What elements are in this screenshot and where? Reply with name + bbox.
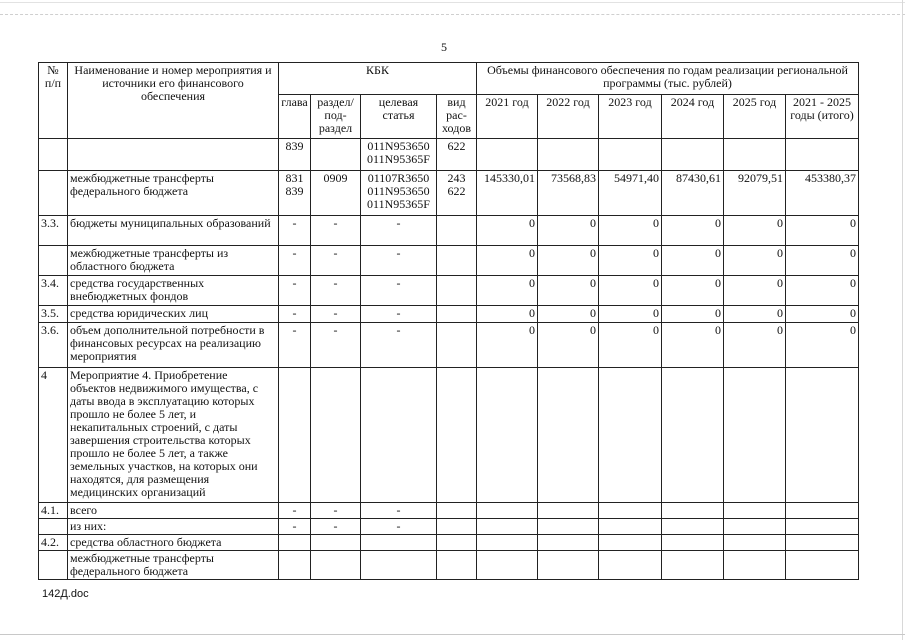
header-year-2024: 2024 год [662,95,724,139]
row-value [477,139,538,171]
header-target: целевая статья [361,95,437,139]
row-value [662,519,724,535]
scan-edge-line [0,2,905,3]
row-vid: 243 622 [437,171,477,216]
header-razdel: раздел/ под- раздел [311,95,361,139]
row-value [599,503,662,519]
row-name: Мероприятие 4. Приобретение объектов недвижимого имущества, с даты ввода в эксплуатацию которых прошло не более 5 лет, и некапитальных строений, с даты завершения строительства которых прошло не более 5 лет, а также земельных участков, на которых они находятся, для размещения медицинских организаций [68,368,279,503]
row-value: 92079,51 [724,171,786,216]
row-value: 0 [786,276,859,306]
row-value [662,139,724,171]
row-name: бюджеты муниципальных образований [68,216,279,246]
table-row [39,535,859,551]
row-value [662,368,724,503]
row-value [538,519,599,535]
row-num [39,139,68,171]
row-value [724,551,786,580]
row-vid [437,306,477,323]
row-num: 4.2. [39,535,68,551]
row-name: межбюджетные трансферты из областного бюджета [68,246,279,276]
row-value [786,535,859,551]
row-value: 0 [724,216,786,246]
row-value: 0 [599,246,662,276]
row-value: 54971,40 [599,171,662,216]
scan-right-edge [902,0,903,640]
row-vid [437,216,477,246]
row-vid: 622 [437,139,477,171]
row-target [361,551,437,580]
row-glava: - [279,306,311,323]
row-glava: - [279,246,311,276]
row-value [662,551,724,580]
row-target: - [361,216,437,246]
row-name: межбюджетные трансферты федерального бюджета [68,171,279,216]
row-razdel: - [311,246,361,276]
row-razdel: - [311,323,361,368]
row-name: средства областного бюджета [68,535,279,551]
row-vid [437,535,477,551]
table-row [39,171,859,216]
row-razdel [311,535,361,551]
header-year-2025: 2025 год [724,95,786,139]
table-row [39,368,859,503]
row-value [786,503,859,519]
row-glava: - [279,519,311,535]
table-row [39,139,859,171]
row-value: 0 [662,276,724,306]
table-row [39,503,859,519]
row-value [786,519,859,535]
scan-bottom-edge [0,634,905,635]
header-kbk: КБК [279,63,477,95]
row-razdel: - [311,519,361,535]
row-name: всего [68,503,279,519]
row-value [599,535,662,551]
row-name: объем дополнительной потребности в финансовых ресурсах на реализацию мероприятия [68,323,279,368]
row-value: 0 [786,323,859,368]
footer-filename: 142Д.doc [42,588,89,600]
row-value: 0 [538,246,599,276]
row-razdel: - [311,276,361,306]
row-value [662,503,724,519]
header-volumes: Объемы финансового обеспечения по годам реализации региональной программы (тыс. рублей) [477,63,859,95]
header-year-2022: 2022 год [538,95,599,139]
row-value [724,519,786,535]
row-value [599,139,662,171]
row-glava: - [279,323,311,368]
row-razdel: - [311,503,361,519]
row-value: 0 [724,306,786,323]
row-value: 0 [538,216,599,246]
row-glava [279,535,311,551]
header-num: № п/п [39,63,68,139]
row-razdel: - [311,216,361,246]
table-row [39,306,859,323]
row-value [599,551,662,580]
row-glava: 831 839 [279,171,311,216]
page-number: 5 [441,40,447,54]
row-value: 0 [662,246,724,276]
row-razdel: - [311,306,361,323]
row-name [68,139,279,171]
row-vid [437,503,477,519]
row-value: 0 [786,306,859,323]
row-value: 0 [662,216,724,246]
row-razdel [311,368,361,503]
table-row [39,519,859,535]
row-value [477,535,538,551]
table-row [39,323,859,368]
table-row [39,276,859,306]
row-glava: - [279,216,311,246]
row-num: 4.1. [39,503,68,519]
row-razdel [311,551,361,580]
row-value [786,139,859,171]
row-value: 0 [599,323,662,368]
row-target: - [361,276,437,306]
row-value: 0 [599,306,662,323]
row-name: из них: [68,519,279,535]
row-num: 3.6. [39,323,68,368]
row-value: 0 [538,276,599,306]
row-value: 145330,01 [477,171,538,216]
row-name: межбюджетные трансферты федерального бюджета [68,551,279,580]
row-value [477,503,538,519]
row-value: 0 [538,306,599,323]
row-value [477,368,538,503]
row-value: 0 [477,276,538,306]
row-vid [437,551,477,580]
row-value [724,503,786,519]
row-value [786,551,859,580]
row-value: 73568,83 [538,171,599,216]
row-num: 3.5. [39,306,68,323]
header-year-2021: 2021 год [477,95,538,139]
row-num: 3.4. [39,276,68,306]
row-value [538,368,599,503]
row-value [599,519,662,535]
row-name: средства юридических лиц [68,306,279,323]
header-year-2023: 2023 год [599,95,662,139]
table-row [39,216,859,246]
row-value: 0 [477,323,538,368]
row-value [724,139,786,171]
row-value [662,535,724,551]
row-razdel [311,139,361,171]
row-target: - [361,246,437,276]
row-num: 4 [39,368,68,503]
row-value [477,519,538,535]
row-value: 87430,61 [662,171,724,216]
row-value [538,139,599,171]
financing-table [38,62,859,580]
row-value: 0 [786,216,859,246]
row-value: 0 [599,276,662,306]
row-target: - [361,519,437,535]
row-value: 0 [662,323,724,368]
row-vid [437,276,477,306]
row-glava: - [279,503,311,519]
header-vid: вид рас- ходов [437,95,477,139]
row-value [724,368,786,503]
row-glava [279,551,311,580]
row-glava: - [279,276,311,306]
row-vid [437,246,477,276]
row-target: - [361,503,437,519]
row-name: средства государственных внебюджетных фондов [68,276,279,306]
row-glava [279,368,311,503]
row-num [39,519,68,535]
row-target: - [361,306,437,323]
row-value [724,535,786,551]
row-value: 0 [786,246,859,276]
table-row [39,551,859,580]
row-value [477,551,538,580]
row-razdel: 0909 [311,171,361,216]
row-value: 0 [599,216,662,246]
header-name: Наименование и номер мероприятия и источники его финансового обеспечения [68,63,279,139]
row-value [538,535,599,551]
row-value: 0 [724,246,786,276]
row-num [39,246,68,276]
row-vid [437,323,477,368]
row-vid [437,519,477,535]
row-value [599,368,662,503]
row-value: 0 [662,306,724,323]
row-num [39,551,68,580]
row-value: 0 [477,216,538,246]
row-value [786,368,859,503]
table-row [39,246,859,276]
row-target: 011N953650 011N95365F [361,139,437,171]
row-value: 0 [538,323,599,368]
row-value: 453380,37 [786,171,859,216]
row-value: 0 [477,246,538,276]
row-glava: 839 [279,139,311,171]
row-target [361,368,437,503]
row-value: 0 [724,323,786,368]
header-year-total: 2021 - 2025 годы (итого) [786,95,859,139]
row-target: 01107R3650 011N953650 011N95365F [361,171,437,216]
row-vid [437,368,477,503]
row-num [39,171,68,216]
row-value: 0 [477,306,538,323]
row-value [538,551,599,580]
row-value [538,503,599,519]
row-target: - [361,323,437,368]
row-num: 3.3. [39,216,68,246]
row-target [361,535,437,551]
header-glava: глава [279,95,311,139]
row-value: 0 [724,276,786,306]
